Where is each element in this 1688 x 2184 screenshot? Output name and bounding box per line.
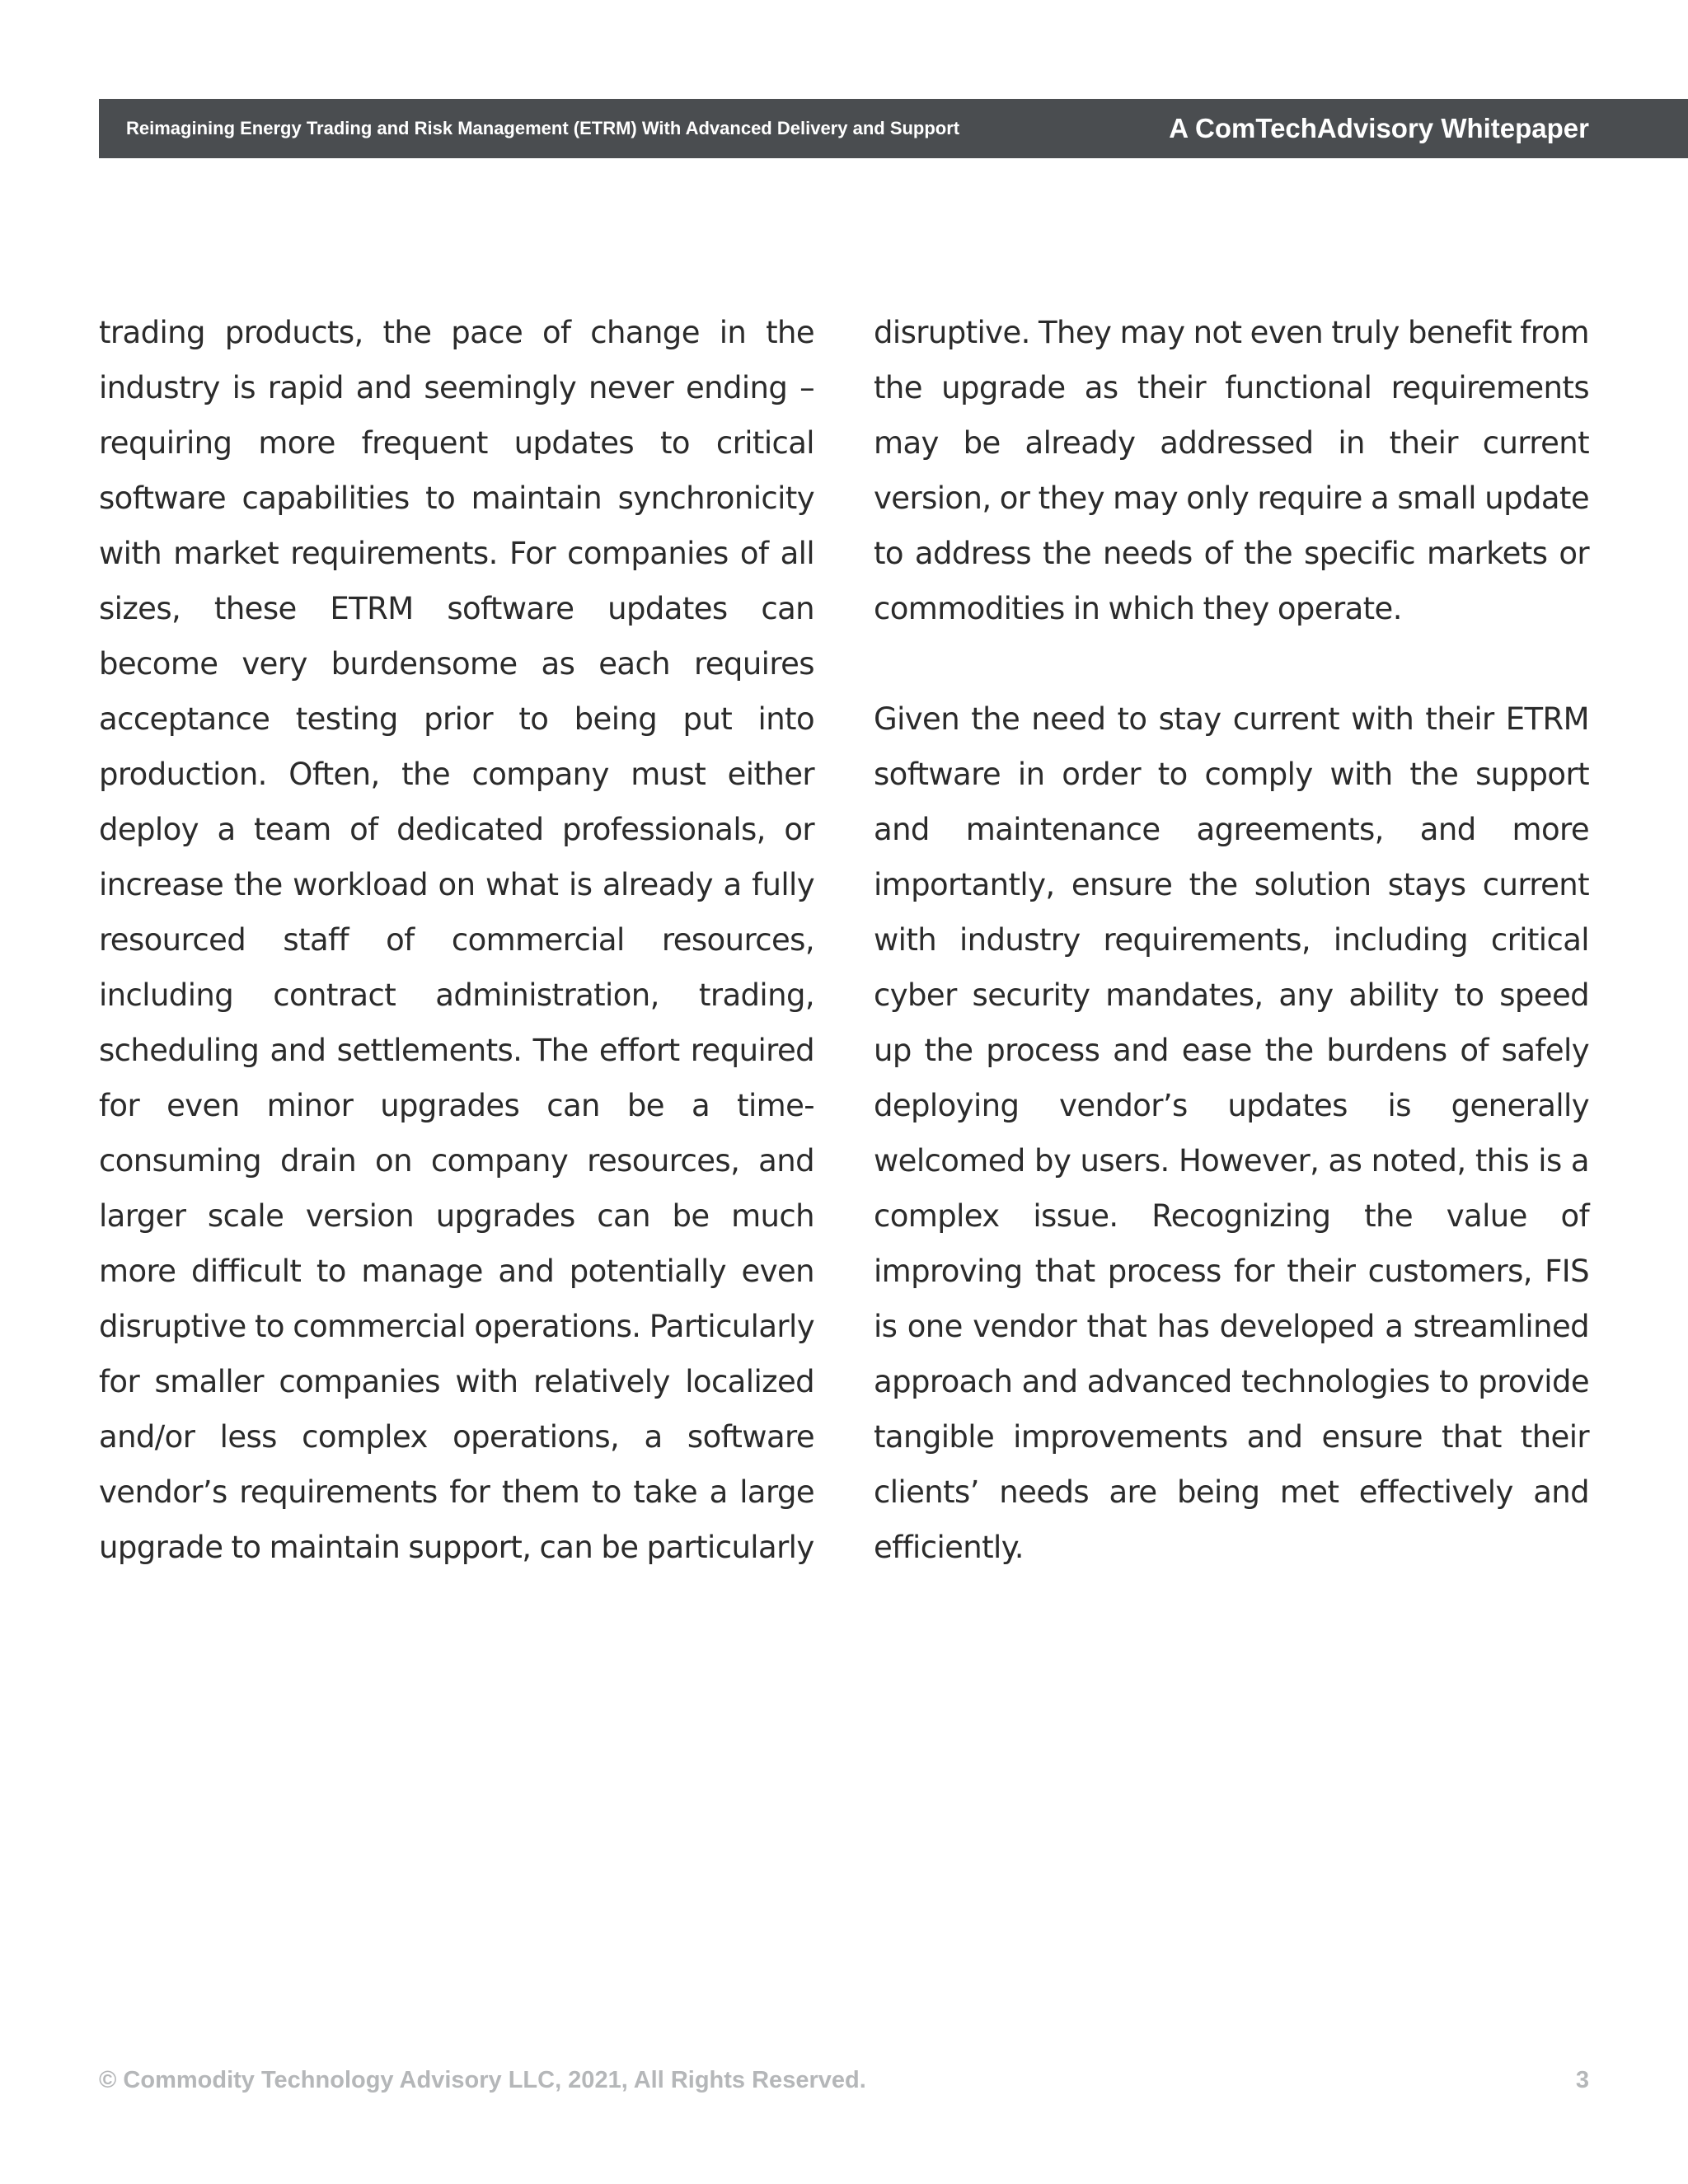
header-bar	[99, 99, 1688, 158]
page-number: 3	[1575, 2067, 1589, 2093]
right-paragraph-1: disruptive. They may not even truly benefit from the upgrade as their functional requirements may be already addressed in their current version, or they may only require a small update to address the needs of the specific markets or commodities in which they operate.	[874, 315, 1589, 626]
left-text-column	[99, 305, 814, 1575]
left-paragraph-1: trading products, the pace of change in the industry is rapid and seemingly never ending – requiring more frequent updates to critical software capabilities to maintain synchronicity with market requirements. For companies of all sizes, these ETRM software updates can become very burdensome as each requires acceptance testing prior to being put into production. Often, the company must either deploy a team of dedicated professionals, or increase the workload on what is already a fully resourced staff of commercial resources, including contract administration, trading, scheduling and settlements. The effort required for even minor upgrades can be a time-consuming drain on company resources, and larger scale version upgrades can be much more difficult to manage and potentially even disruptive to commercial operations. Particularly for smaller companies with relatively localized and/or less complex operations, a software vendor’s requirements for them to take a large upgrade to maintain support, can be particularly	[99, 315, 814, 1565]
right-paragraph-2: Given the need to stay current with their ETRM software in order to comply with the support and maintenance agreements, and more importantly, ensure the solution stays current with industry requirements, including critical cyber security mandates, any ability to speed up the process and ease the burdens of safely deploying vendor’s updates is generally welcomed by users. However, as noted, this is a complex issue. Recognizing the value of improving that process for their customers, FIS is one vendor that has developed a streamlined approach and advanced technologies to provide tangible improvements and ensure that their clients’ needs are being met effectively and efficiently.	[874, 701, 1589, 1565]
publication-label: A ComTechAdvisory Whitepaper	[1169, 113, 1589, 143]
right-text-column	[874, 305, 1589, 1575]
document-title: Reimagining Energy Trading and Risk Management (ETRM) With Advanced Delivery and Support	[126, 118, 960, 138]
footer-copyright: © Commodity Technology Advisory LLC, 2021, All Rights Reserved.	[99, 2067, 866, 2093]
